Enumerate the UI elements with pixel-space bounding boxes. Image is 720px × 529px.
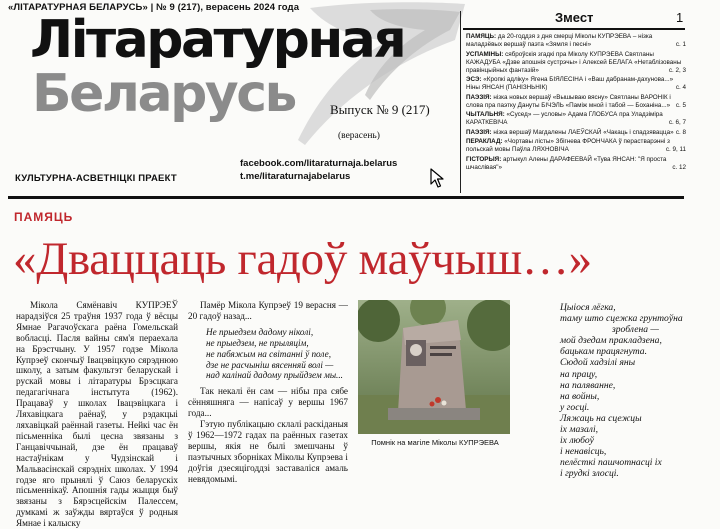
- poem-line: і грудкі злосці.: [560, 468, 619, 480]
- facebook-link[interactable]: facebook.com/litaraturnaja.belarus: [240, 158, 398, 169]
- photo-caption: Помнік на магіле Міколы КУПРЭЕВА: [371, 438, 499, 447]
- toc-entry-text: «Кропкі адліку» Ягена БІЯЛЕСІНА і «Ваш дабранам-дахунова...» Ніны ЯНСАН (ПАНІЗНЬНІК): [466, 76, 674, 92]
- toc-entry[interactable]: [466, 76, 686, 92]
- quoted-verse: [188, 327, 348, 382]
- toc-entry[interactable]: [466, 33, 686, 49]
- toc-entry-page: с. 4: [675, 84, 686, 92]
- article-column-1: Мікола Сямёнавіч КУПРЭЕЎ нарадзіўся 25 траўня 1937 года ў вёсцы Ямнае Рагачоўскага раёна Гомельскай вобласці. Пасля вайны сям'я пераехала на Брэстчыну. У 1957 годзе Мікола Купрэеў скончыў Івацэвіцкую сярэднюю школу, а затым факультэт беларускай і рускай мовы і літаратуры Брэсцкага педагагічнага інстытута (1962). Працаваў у школах Івацэвіцкага і Ляхавіцкага раёнаў, у рэдакцыі ляхавіцкай раённай газеты. Нейкі час ён пісьменніка былі цесна звязаны з Ганцавіччынай, дзе ён працаваў настаўнікам у Чудзінскай і Мальвасінскай сярэдніх школах. У 1994 годзе яго прынялі ў Саюз беларускіх пісьменнікаў. Апошнія гады жыцця быў звязаны з Бярэсцейскім Палессем, думкамі ж заўжды вяртаўся ў родныя Ямнае і калыску: [16, 300, 178, 529]
- table-of-contents: [466, 33, 686, 173]
- toc-entry-label: ПАЭЗІЯ:: [466, 128, 492, 136]
- poem-line: пелёсткі пашчотнасці іх: [560, 457, 662, 469]
- poem-line: і ненавісць,: [560, 446, 607, 458]
- toc-entry-text: нізка новых вершаў «Вышываю вясну» Святланы ВАРОНІК і слова пра паэтку Дануты БІЧЭЛЬ «Паміж мной і табой — Боханіна...»: [466, 93, 671, 109]
- verse-line: над калінай дадому прыйдзем мы...: [206, 370, 343, 381]
- toc-entry-text: артыкул Алены ДАРАФЕЕВАЙ «Тува ЯНСАН: "Я проста шчаслівая"»: [466, 155, 667, 171]
- poem-line: у госці.: [560, 401, 590, 413]
- poem-line: зроблена —: [612, 324, 659, 336]
- toc-entry-label: ГІСТОРЫЯ:: [466, 155, 502, 163]
- poem-line: Ляжаць на сцежцы: [560, 412, 642, 424]
- toc-entry[interactable]: [466, 129, 686, 137]
- poem-line: Цыіося лёгка,: [560, 302, 616, 313]
- toc-entry-label: ПЕРАКЛАД:: [466, 138, 503, 145]
- poem: [560, 302, 690, 480]
- toc-entry-page: с. 5: [675, 101, 686, 109]
- toc-entry-text: нізка вершаў Магдалены ЛАЕЎСКАЙ «Чакаць і спадзявацца»: [493, 128, 674, 136]
- telegram-link[interactable]: t.me/litaraturnajabelarus: [240, 171, 351, 182]
- masthead-topline: «ЛІТАРАТУРНАЯ БЕЛАРУСЬ» | № 9 (217), верасень 2024 года: [8, 2, 300, 13]
- article-headline: «Дваццаць гадоў маўчыш…»: [13, 233, 592, 285]
- article-paragraph: Так некалі ён сам — нібы пра сябе сённяшняга — напісаў у вершы 1967 года...: [188, 386, 348, 419]
- page-number: 1: [676, 10, 684, 25]
- poem-line: мой дзедам пракладзена,: [560, 335, 662, 347]
- toc-entry-text: сяброўскія згадкі пра Міколу КУПРЭЕВА Святланы КАЖАДУБА «Дзве апошнія сустрэчы» і Алексей БЕЛАГА «Нетаблізованы правінцыйных фантазій»: [466, 50, 682, 74]
- toc-entry-text: да 20-годдзя з дня смерці Міколы КУПРЭЕВА – нізка маладзёвых вершаў паэта «Зямля і песні»: [466, 33, 653, 49]
- toc-entry-label: ЧЫТАЛЬНЯ:: [466, 111, 505, 119]
- toc-entry[interactable]: [466, 138, 686, 154]
- toc-entry-page: с. 9, 11: [665, 146, 686, 154]
- toc-entry[interactable]: [466, 156, 686, 172]
- toc-rule: [463, 28, 685, 30]
- toc-entry[interactable]: [466, 51, 686, 76]
- toc-entry-page: с. 6, 7: [668, 119, 686, 127]
- toc-entry-page: с. 2, 3: [668, 66, 686, 74]
- masthead-divider: [460, 11, 461, 193]
- toc-entry-text: «Чортавы лісты» Збігнева ФРОНЧАКА ў перастварэнні з польскай мовы Паўла ЛЯХНОВІЧА: [466, 138, 670, 154]
- toc-entry-label: УСПАМІНЫ:: [466, 50, 504, 58]
- article-paragraph: Гэтую публікацыю склалі раскіданыя ў 1962—1972 гадах па раённых газетах вершы, якія не былі змешчаны ў паэтычных зборніках Міколы Купрэева і доўгія дзесяцігоддзі заставаліся амаль невядомымі.: [188, 419, 348, 484]
- poem-line: іх мазалі,: [560, 424, 599, 436]
- project-label: КУЛЬТУРНА-АСВЕТНІЦКІ ПРАЕКТ: [15, 173, 177, 184]
- issue-number: Выпуск № 9 (217): [330, 102, 430, 117]
- toc-entry-label: ПАМЯЦЬ:: [466, 33, 497, 40]
- toc-entry-text: «Сусед» — условы» Адама ГЛОБУСА пра Уладзіміра КАРАТКЕВІЧА: [466, 111, 663, 127]
- toc-entry-label: ЭСЭ:: [466, 76, 482, 84]
- grave-monument-photo: [358, 300, 510, 434]
- toc-entry-page: с. 12: [672, 163, 686, 171]
- mouse-pointer-icon: [430, 168, 444, 188]
- verse-line: Не прыедзем дадому ніколі,: [206, 326, 314, 337]
- toc-heading: Змест: [555, 10, 594, 25]
- masthead-bottom-rule: [8, 196, 684, 199]
- poem-line: бацькам працягнута.: [560, 346, 647, 358]
- poem-line: на працу,: [560, 368, 598, 380]
- poem-line: таму што сцежка грунтоўна: [560, 313, 683, 325]
- section-label: ПАМЯЦЬ: [14, 210, 74, 224]
- verse-line: не прыедзем, не прыляцім,: [206, 337, 309, 348]
- masthead-title-line2: Беларусь: [32, 64, 295, 124]
- verse-line: дзе не расчыніш вясенняй волі —: [206, 359, 334, 370]
- article-column-2: [188, 300, 348, 485]
- masthead-title-line1: Літаратурная: [30, 10, 405, 70]
- verse-line: не пабяжым на світанні ў поле,: [206, 348, 332, 359]
- poem-line: іх любоў: [560, 435, 594, 447]
- social-links: [240, 157, 397, 183]
- toc-entry[interactable]: [466, 94, 686, 110]
- toc-entry-page: с. 1: [675, 41, 686, 49]
- poem-line: Сюдой хадзілі яны: [560, 357, 636, 369]
- poem-line: на паляванне,: [560, 379, 616, 391]
- article-paragraph: Памёр Мікола Купрэеў 19 верасня — 20 гадоў назад...: [188, 300, 348, 321]
- toc-entry-page: с. 8: [675, 128, 686, 136]
- toc-entry-label: ПАЭЗІЯ:: [466, 93, 492, 101]
- toc-entry[interactable]: [466, 111, 686, 127]
- issue-month: (верасень): [338, 131, 380, 141]
- poem-line: на войны,: [560, 390, 600, 402]
